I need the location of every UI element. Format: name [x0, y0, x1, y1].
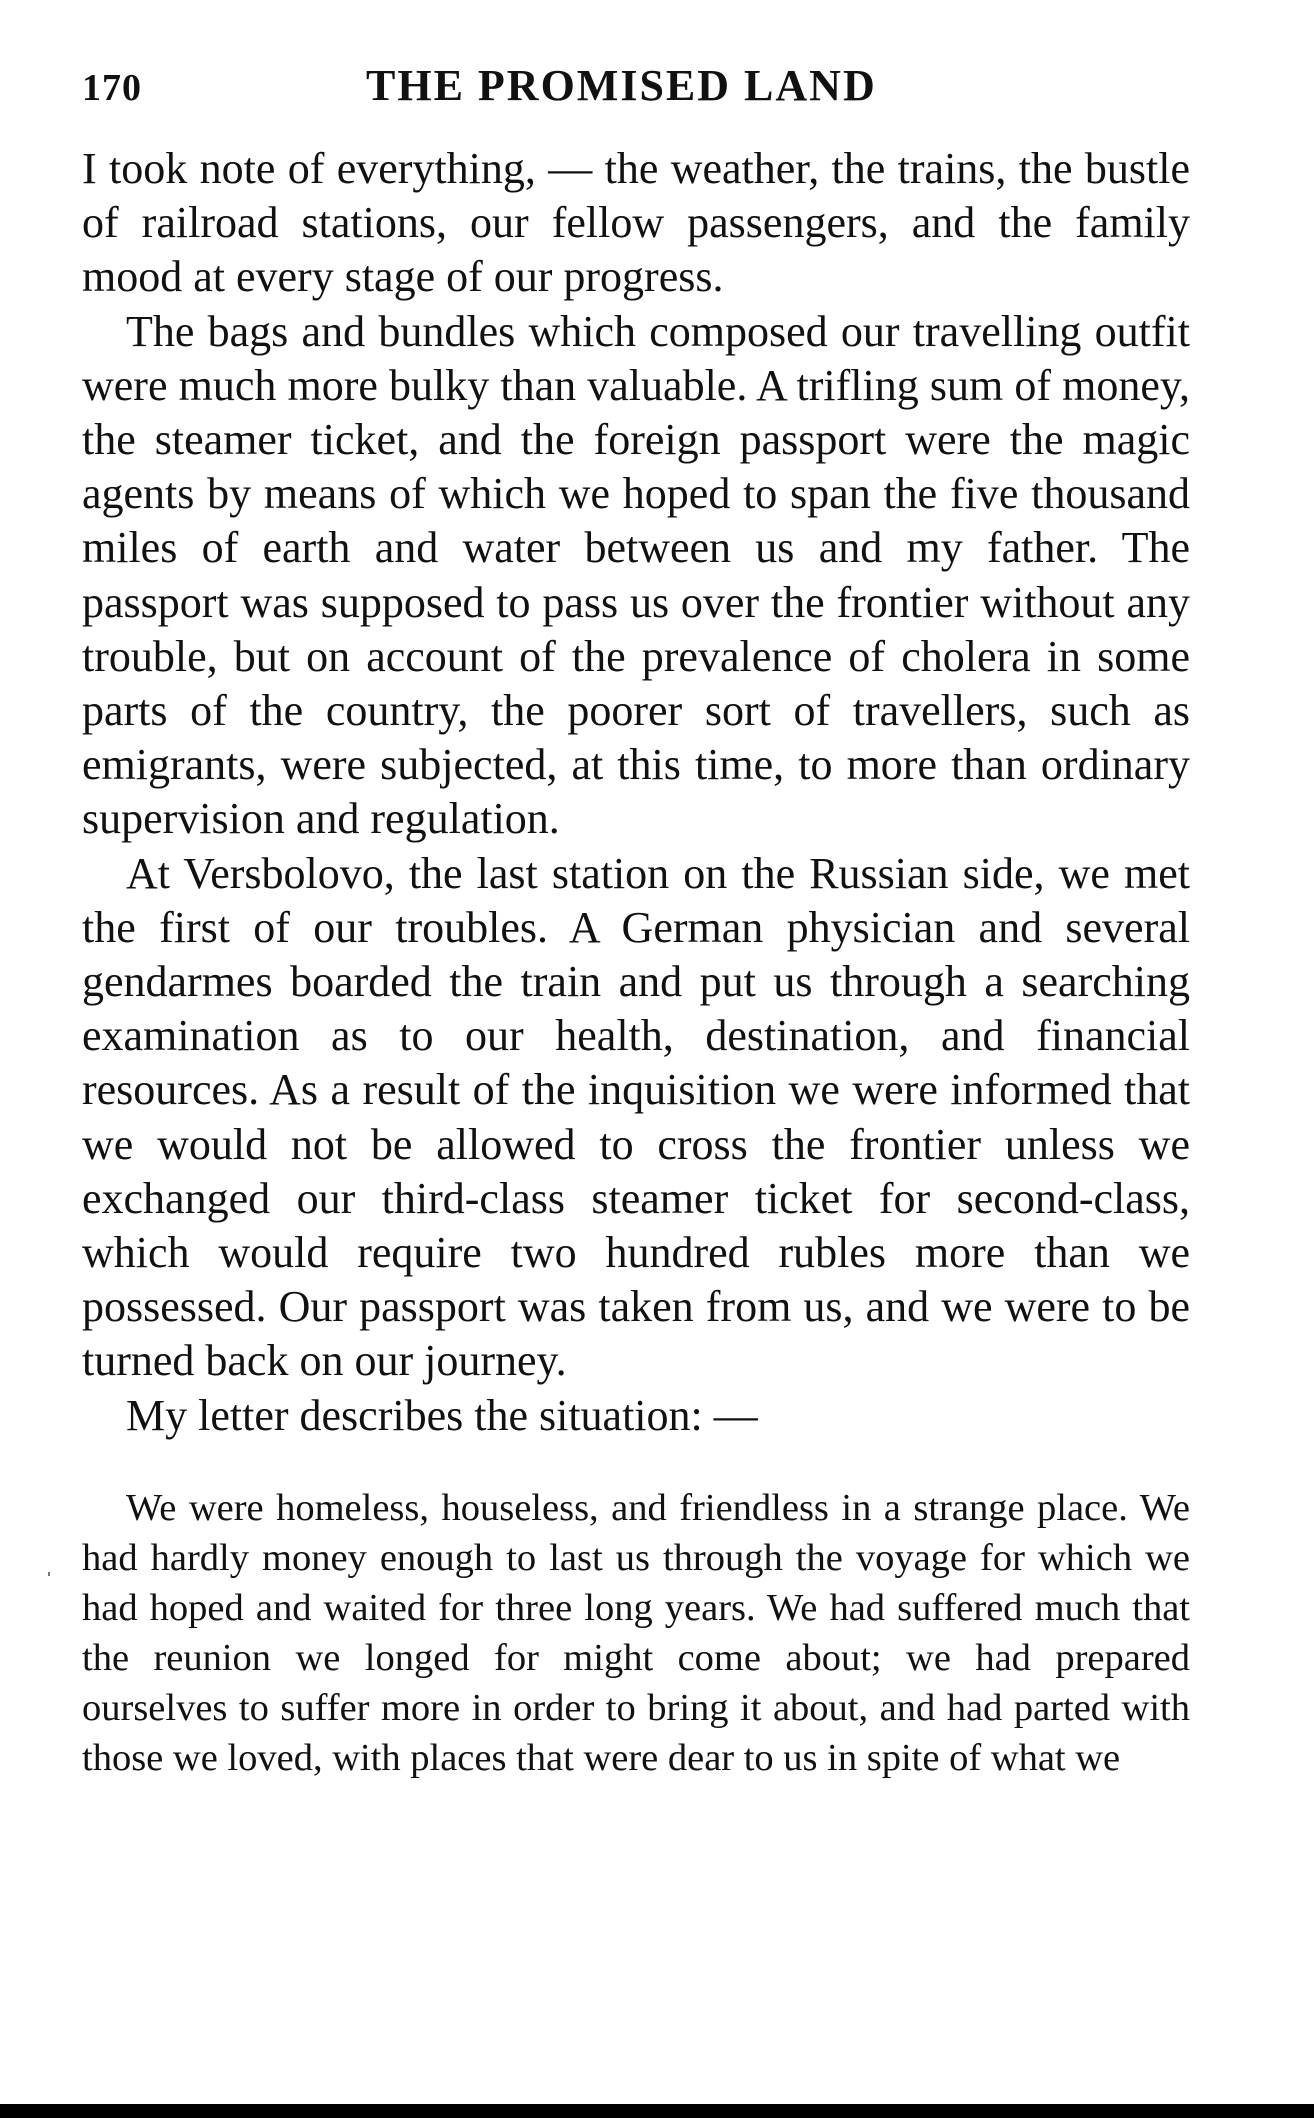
page-number: 170: [82, 67, 142, 109]
paragraph-3: At Versbolovo, the last station on the Russian side, we met the first of our troubles. A German physician and several gendarmes boarded the train and put us through a searching examination as to our health, destination, and financial resources. As a result of the inquisition we were informed that we would not be allowed to cross the frontier unless we exchanged our third-class steamer ticket for second-class, which would require two hundred rubles more than we possessed. Our passport was taken from us, and we were to be turned back on our journey.: [82, 848, 1190, 1386]
paragraph-1: I took note of everything, — the weather, the trains, the bustle of railroad stations, our fellow passengers, and the family mood at every stage of our progress.: [82, 144, 1190, 302]
paragraph-2: The bags and bundles which composed our travelling outfit were much more bulky than valuable. A trifling sum of money, the steamer ticket, and the foreign passport were the magic agents by means of which we hoped to span the five thousand miles of earth and water between us and my father. The passport was supposed to pass us over the frontier without any trouble, but on account of the prevalence of cholera in some parts of the country, the poorer sort of travellers, such as emigrants, were subjected, at this time, to more than ordinary supervision and regulation.: [82, 306, 1190, 844]
body-text: [82, 142, 1190, 1443]
page-header: [82, 48, 1190, 118]
quoted-letter-text: We were homeless, houseless, and friendless in a strange place. We had hardly money enough to last us through the voyage for which we had hoped and waited for three long years. We had suffered much that the reunion we longed for might come about; we had prepared ourselves to suffer more in order to bring it about, and had parted with those we loved, with places that were dear to us in spite of what we: [82, 1486, 1190, 1779]
paragraph-4: My letter describes the situation: —: [126, 1390, 758, 1440]
scan-speck: [48, 1572, 50, 1576]
running-title: THE PROMISED LAND: [366, 61, 877, 110]
page-bottom-edge: [0, 2104, 1314, 2118]
quoted-letter: [82, 1483, 1190, 1783]
book-page: [82, 48, 1190, 1783]
